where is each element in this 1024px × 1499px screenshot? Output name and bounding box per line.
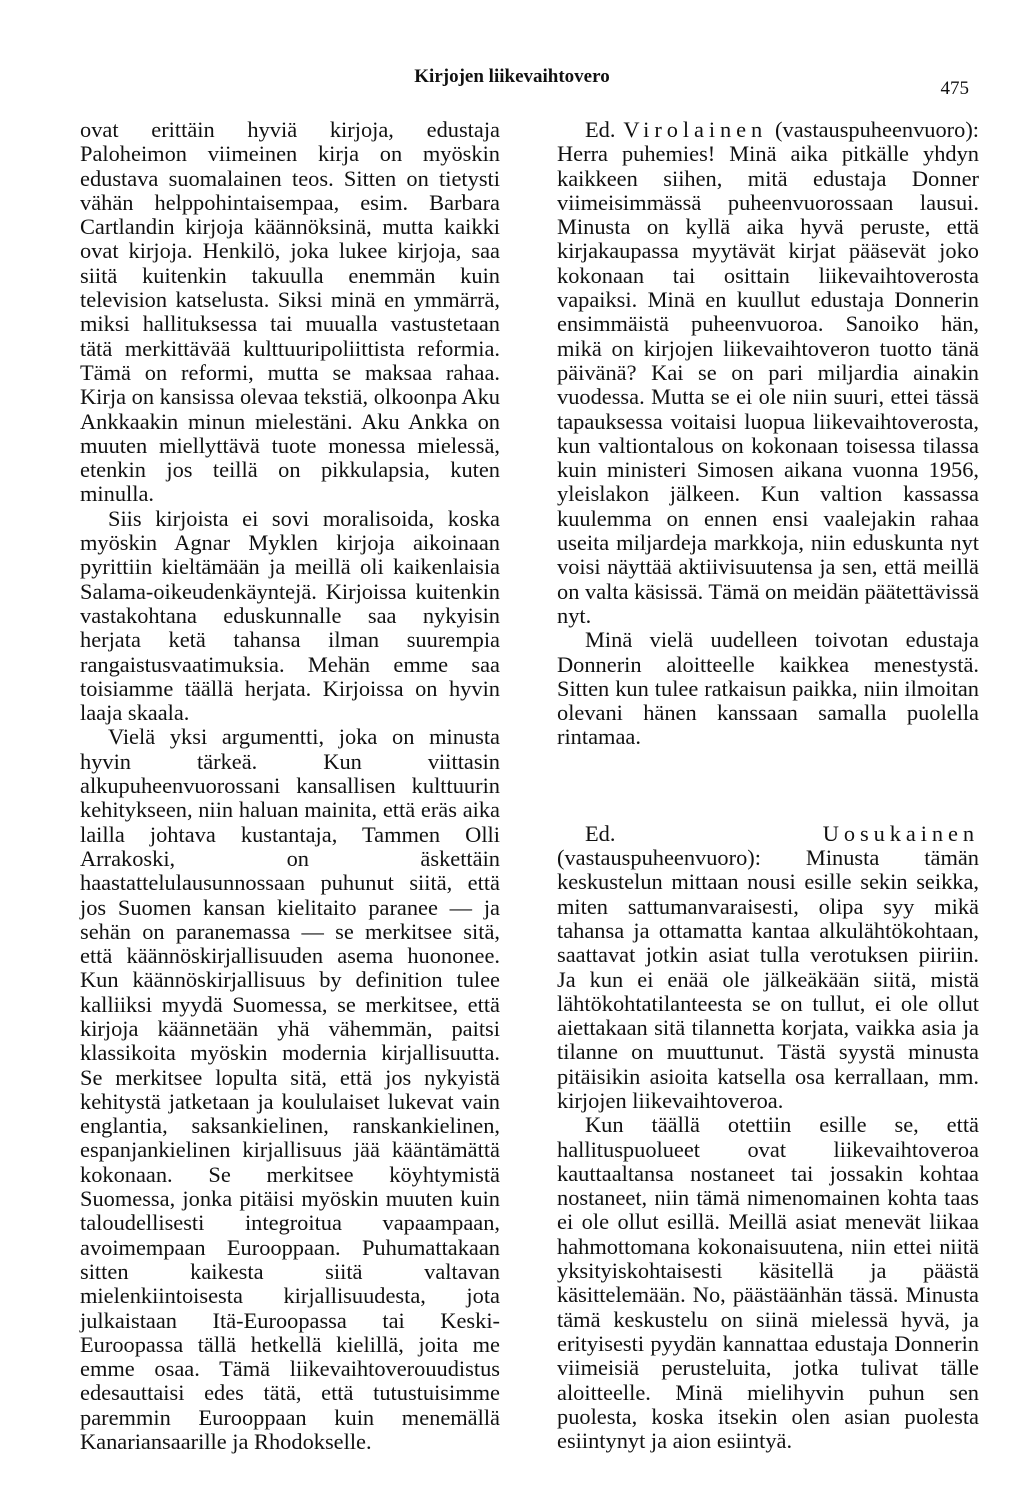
speech-virolainen-paragraph-2: Minä vielä uudelleen toivotan edustaja Donnerin aloitteelle kaikkea menestystä. Sitten kun tulee ratkaisun paikka, niin ilmoitan olevani hänen kanssaan samalla puolella rintamaa. <box>557 627 979 750</box>
speech-text: (vastauspuheenvuoro): Herra puhemies! Minä aika pitkälle yhdyn kaikkeen siihen, mitä edustaja Donner viimeisimmässä puheenvuorossaan lausui. Minusta on kyllä aika hyvä peruste, että kirjakaupassa myytävät kirjat pääsevät joko kokonaan tai osittain liikevaihtoverosta vapaiksi. Minä en kuullut edustaja Donnerin ensimmäistä puheenvuoroa. Sanoiko hän, mikä on kirjojen liikevaihtoveron tuotto tänä päivänä? Kai se on pari miljardia ainakin vuodessa. Mutta se ei ole niin suuri, ettei tässä tapauksessa voitaisi luopua liikevaihtoverosta, kun valtiontalous on kokonaan toisessa tilassa kuin ministeri Simosen aikana vuonna 1956, yleislakon jälkeen. Kun valtion kassassa kuulemma on ennen ensi vaalejakin rahaa useita miljardeja markkoja, niin eduskunta nyt voisi näyttää aktiivisuutensa ja sen, että meillä on valta käsissä. Tämä on meidän päätettävissä nyt. <box>557 117 979 628</box>
left-paragraph-1: ovat erittäin hyviä kirjoja, edustaja Paloheimon viimeinen kirja on myöskin edustava suomalainen teos. Sitten on tietysti vähän helppohintaisempaa, esim. Barbara Cartlandin kirjoja käännöksinä, mutta kaikki ovat kirjoja. Henkilö, joka lukee kirjoja, saa siitä kuitenkin takuulla enemmän kuin television katselusta. Siksi minä en ymmärrä, miksi hallituksessa tai muualla vastustetaan tätä merkittävää kulttuuripoliittista reformia. Tämä on reformi, mutta se maksaa rahaa. Kirja on kansissa olevaa tekstiä, olkoonpa Aku Ankkaakin minun mielestäni. Aku Ankka on muuten miellyttävä tuote monessa mielessä, etenkin jos teillä on pikkulapsia, kuten minulla. <box>80 117 500 507</box>
speaker-name-virolainen: Virolainen <box>623 117 768 142</box>
left-paragraph-2: Siis kirjoista ei sovi moralisoida, koska myöskin Agnar Myklen kirjoja aikoinaan pyrittiin kieltämään ja meillä oli kaikenlaisia Salama-oikeudenkäyntejä. Kirjoissa kuitenkin vastakohtana eduskunnalle saa nykyisin herjata ketä tahansa ilman suurempia rangaistusvaatimuksia. Mehän emme saa toisiamme täällä herjata. Kirjoissa on hyvin laaja skaala. <box>80 505 500 726</box>
speech-prefix: Ed. <box>585 820 616 846</box>
right-column <box>557 118 979 1453</box>
left-paragraph-3: Vielä yksi argumentti, joka on minusta hyvin tärkeä. Kun viittasin alkupuheenvuorossani kansallisen kulttuurin kehitykseen, niin haluan mainita, että eräs aika lailla johtava kustantaja, Tammen Olli Arrakoski, on äskettäin haastattelulausunnossaan puhunut siitä, että jos Suomen kansan kielitaito paranee — ja sehän on paranemassa — se merkitsee sitä, että käännöskirjallisuuden asema huononee. Kun käännöskirjallisuus by definition tulee kalliiksi myydä Suomessa, se merkitsee, että kirjoja käännetään yhä vähemmän, paitsi klassikoita myöskin modernia kirjallisuutta. Se merkitsee lopulta sitä, että jos nykyistä kehitystä jatketaan ja koululaiset lukevat vain englantia, saksankielinen, ranskankielinen, espanjankielinen kirjallisuus jää kääntämättä kokonaan. Se merkitsee köyhtymistä Suomessa, jonka pitäisi myöskin muuten kuin taloudellisesti integroitua vapaampaan, avoimempaan Eurooppaan. Puhumattakaan sitten kaikesta siitä valtavan mielenkiintoisesta kirjallisuudesta, jota julkaistaan Itä-Euroopassa tai Keski-Euroopassa tällä hetkellä kielillä, joita me emme osaa. Tämä liikevaihtoverouudistus edesauttaisi edes tätä, että tutustuisimme paremmin Eurooppaan kuin menemällä Kanariansaarille ja Rhodokselle. <box>80 724 500 1455</box>
page-number: 475 <box>940 78 969 99</box>
speech-uosukainen-paragraph-1 <box>557 822 979 1114</box>
left-column <box>80 118 500 1454</box>
speech-virolainen-paragraph-1 <box>557 118 979 628</box>
speaker-name-uosukainen: Uosukainen <box>822 820 979 846</box>
speech-text: (vastauspuheenvuoro): Minusta tämän keskustelun mittaan nousi esille sekin seikka, miten sattumanvaraisesti, olipa syy mikä tahansa ja ottamatta kantaa alkulähtökohtaan, saattavat jotkin asiat tulla verotuksen piiriin. Ja kun ei enää ole jälkeäkään siitä, mistä lähtökohtatilanteesta se on tullut, ei ole ollut aiettakaan sitä tilannetta korjata, vaikka asia ja tilanne on muuttunut. Tästä syystä minusta pitäisikin asioita katsella osa kerrallaan, mm. kirjojen liikevaihtoveroa. <box>557 845 979 1113</box>
speech-prefix: Ed. <box>585 117 616 142</box>
speech-uosukainen-paragraph-2: Kun täällä otettiin esille se, että hallituspuolueet ovat liikevaihtoveroa kauttaaltansa nostaneet tai jossakin kohtaa nostaneet, niin tämä nimenomainen kohta taas ei ole ollut esillä. Meillä asiat menevät liikaa hahmottomana kokonaisuutena, niin ettei niitä yksityiskohtaisesti käsitellä ja päästä käsittelemään. No, päästäänhän tässä. Minusta tämä keskustelu on siinä mielessä hyvä, ja erityisesti pyydän kannattaa edustaja Donnerin viimeisiä perusteluita, jotka tulivat tälle aloitteelle. Minä mielihyvin puhun sen puolesta, koska itsekin olen asian puolesta esiintynyt ja aion esiintyä. <box>557 1112 979 1454</box>
running-header-title: Kirjojen liikevaihtovero <box>414 66 610 87</box>
